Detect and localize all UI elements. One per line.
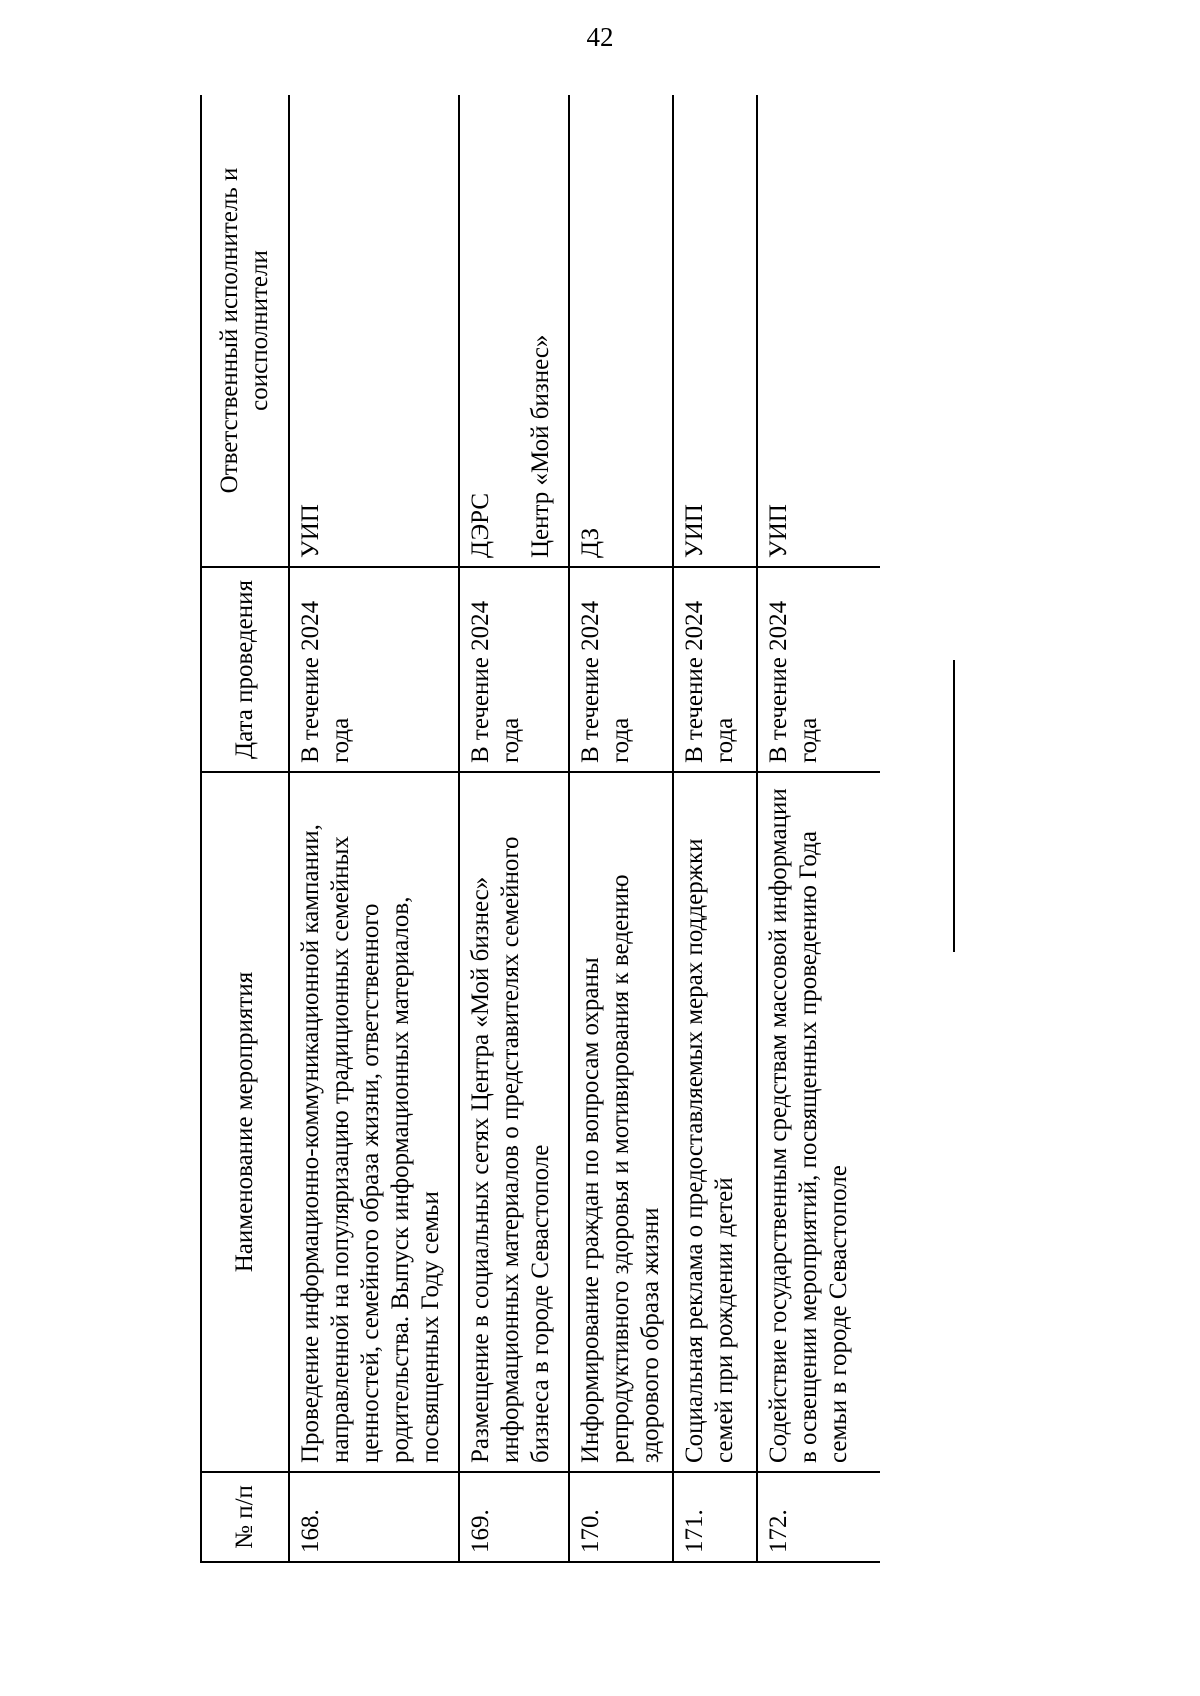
row-num: 172. [757,1472,880,1562]
row-name: Проведение информационно-коммуникационной кампании, направленной на популяризацию традиционных семейных ценностей, семейного образа жизни, ответственного родительства. Выпуск информационных материалов, посвященных Году семьи [289,772,459,1472]
row-name: Размещение в социальных сетях Центра «Мой бизнес» информационных материалов о представителях семейного бизнеса в городе Севастополе [459,772,569,1472]
row-executor [757,95,880,567]
row-date: В течение 2024 года [673,567,757,772]
page-number: 42 [586,22,614,52]
table-row [459,95,569,1562]
executor-main: ДЭРС [467,492,494,558]
executor-main: УИП [297,504,324,558]
row-num: 168. [289,1472,459,1562]
row-executor [673,95,757,567]
row-date: В течение 2024 года [459,567,569,772]
executor-main: ДЗ [577,527,604,558]
row-name: Содействие государственным средствам массовой информации в освещении мероприятий, посвященных проведению Года семьи в городе Севастополе [757,772,880,1472]
events-table [200,95,880,1563]
table-row [757,95,880,1562]
header-name: Наименование мероприятия [201,772,289,1472]
table-row [569,95,673,1562]
row-date: В течение 2024 года [569,567,673,772]
table-row [289,95,459,1562]
executor-spacer [496,103,526,558]
header-num: № п/п [201,1472,289,1562]
header-date: Дата проведения [201,567,289,772]
row-num: 169. [459,1472,569,1562]
table-header-row [201,95,289,1562]
table-row [673,95,757,1562]
executor-co: Центр «Мой бизнес» [527,334,554,558]
row-name: Социальная реклама о предоставляемых мерах поддержки семей при рождении детей [673,772,757,1472]
header-executor: Ответственный исполнитель и соисполнители [201,95,289,567]
row-num: 171. [673,1472,757,1562]
executor-main: УИП [681,504,708,558]
table-rotator [200,95,880,1563]
row-date: В течение 2024 года [757,567,880,772]
row-num: 170. [569,1472,673,1562]
row-executor [569,95,673,567]
executor-main: УИП [765,504,792,558]
rotated-table-container [200,95,880,1563]
closing-divider [953,660,955,952]
row-name: Информирование граждан по вопросам охраны репродуктивного здоровья и мотивирования к ведению здорового образа жизни [569,772,673,1472]
row-executor [289,95,459,567]
row-executor [459,95,569,567]
row-date: В течение 2024 года [289,567,459,772]
